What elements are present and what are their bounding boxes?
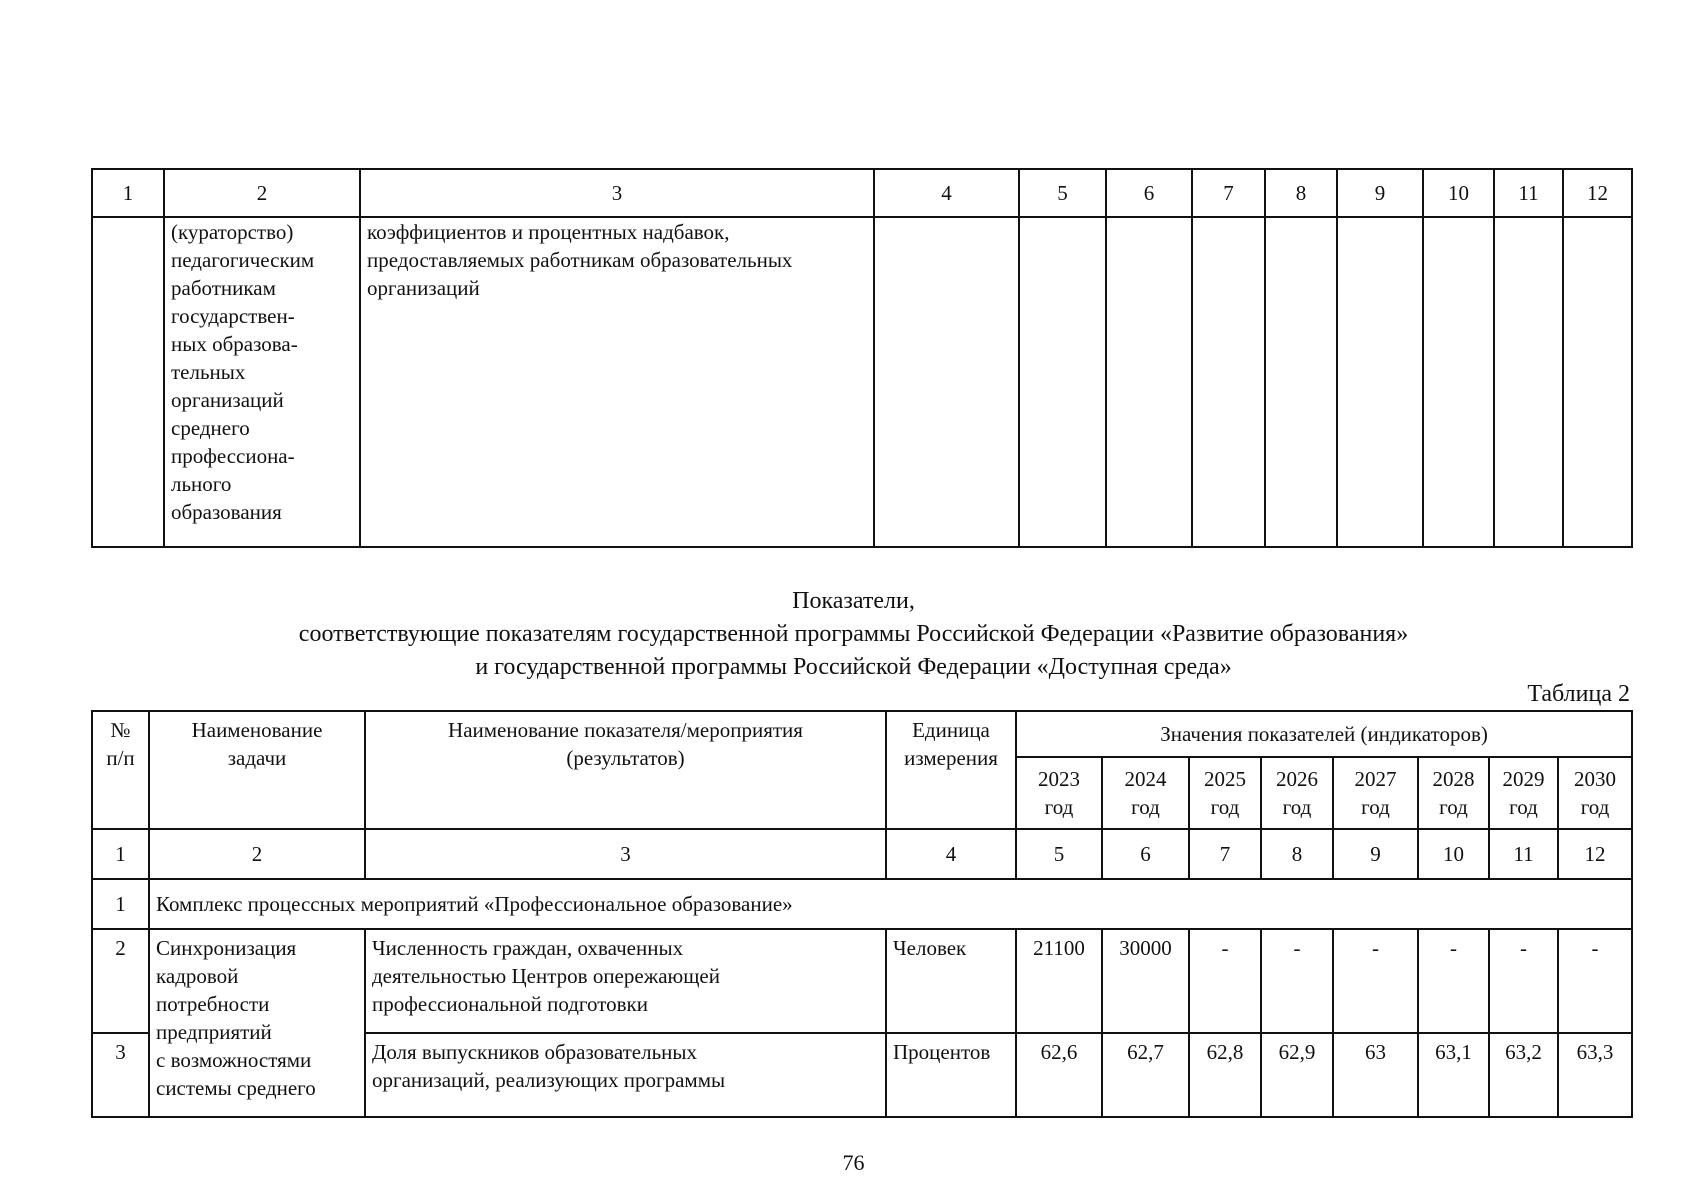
empty-cell <box>874 217 1019 547</box>
value-cell: 62,9 <box>1261 1033 1333 1117</box>
empty-cell <box>1423 217 1494 547</box>
task-cell: (кураторство) педагогическим работникам государствен- ных образова- тельных организаций среднего профессиона- льного образования <box>164 217 360 547</box>
row-num: 3 <box>92 1033 149 1117</box>
indicator-cell: Численность граждан, охваченных деятельностью Центров опережающей профессиональной подготовки <box>365 929 886 1033</box>
col-number: 1 <box>92 169 164 217</box>
unit-cell: Человек <box>886 929 1016 1033</box>
section-heading-line1: Показатели, <box>792 588 915 614</box>
value-cell: 21100 <box>1016 929 1102 1033</box>
value-cell: 63 <box>1333 1033 1418 1117</box>
task-cell: Синхронизация кадровой потребности предприятий с возможностями системы среднего <box>149 929 365 1117</box>
col-number: 5 <box>1016 829 1102 879</box>
value-cell: - <box>1189 929 1261 1033</box>
col-number: 7 <box>1189 829 1261 879</box>
year-header: 2027 год <box>1333 757 1418 829</box>
value-cell: 63,2 <box>1489 1033 1558 1117</box>
col-number: 4 <box>874 169 1019 217</box>
header-values: Значения показателей (индикаторов) <box>1016 711 1632 757</box>
col-number: 5 <box>1019 169 1106 217</box>
col-number: 9 <box>1337 169 1423 217</box>
col-number: 12 <box>1558 829 1632 879</box>
col-number: 6 <box>1102 829 1189 879</box>
col-number: 8 <box>1261 829 1333 879</box>
empty-cell <box>1494 217 1563 547</box>
page-number: 76 <box>842 1150 865 1175</box>
col-number: 3 <box>360 169 874 217</box>
section-row <box>92 879 1632 929</box>
year-header: 2025 год <box>1189 757 1261 829</box>
header-task: Наименование задачи <box>149 711 365 829</box>
year-header: 2029 год <box>1489 757 1558 829</box>
header-indicator: Наименование показателя/мероприятия (результатов) <box>365 711 886 829</box>
section-heading-line2: соответствующие показателям государственной программы Российской Федерации «Развитие образования» <box>298 621 1409 647</box>
col-number: 2 <box>164 169 360 217</box>
empty-cell <box>1337 217 1423 547</box>
col-number: 3 <box>365 829 886 879</box>
year-header: 2024 год <box>1102 757 1189 829</box>
value-cell: - <box>1333 929 1418 1033</box>
section-num: 1 <box>92 879 149 929</box>
empty-cell <box>1106 217 1192 547</box>
section-title: Комплекс процессных мероприятий «Профессиональное образование» <box>149 879 1632 929</box>
unit-cell: Процентов <box>886 1033 1016 1117</box>
column-number-row <box>92 829 1632 879</box>
header-num: № п/п <box>92 711 149 829</box>
header-unit: Единица измерения <box>886 711 1016 829</box>
col-number: 8 <box>1265 169 1337 217</box>
year-header: 2030 год <box>1558 757 1632 829</box>
year-header: 2028 год <box>1418 757 1489 829</box>
continuation-table <box>91 168 1633 548</box>
year-header: 2026 год <box>1261 757 1333 829</box>
value-cell: 63,3 <box>1558 1033 1632 1117</box>
section-heading-line3: и государственной программы Российской Федерации «Доступная среда» <box>475 654 1232 680</box>
col-number: 10 <box>1423 169 1494 217</box>
col-number: 7 <box>1192 169 1265 217</box>
empty-cell <box>1563 217 1632 547</box>
table-label: Таблица 2 <box>1527 681 1630 707</box>
col-number: 12 <box>1563 169 1632 217</box>
col-number: 4 <box>886 829 1016 879</box>
col-number: 2 <box>149 829 365 879</box>
row-num: 2 <box>92 929 149 1033</box>
empty-cell <box>1192 217 1265 547</box>
indicator-cell: Доля выпускников образовательных организаций, реализующих программы <box>365 1033 886 1117</box>
value-cell: - <box>1489 929 1558 1033</box>
year-header: 2023 год <box>1016 757 1102 829</box>
value-cell: 62,8 <box>1189 1033 1261 1117</box>
value-cell: 62,7 <box>1102 1033 1189 1117</box>
table-row <box>92 929 1632 1033</box>
col-number: 11 <box>1494 169 1563 217</box>
value-cell: - <box>1261 929 1333 1033</box>
col-number: 10 <box>1418 829 1489 879</box>
col-number: 11 <box>1489 829 1558 879</box>
value-cell: 63,1 <box>1418 1033 1489 1117</box>
empty-cell <box>1019 217 1106 547</box>
header-row <box>92 711 1632 757</box>
col-number: 9 <box>1333 829 1418 879</box>
column-number-row <box>92 169 1632 217</box>
table-row <box>92 217 1632 547</box>
col-number: 6 <box>1106 169 1192 217</box>
indicators-table <box>91 710 1633 1118</box>
value-cell: - <box>1418 929 1489 1033</box>
col-number: 1 <box>92 829 149 879</box>
empty-cell <box>92 217 164 547</box>
empty-cell <box>1265 217 1337 547</box>
value-cell: - <box>1558 929 1632 1033</box>
value-cell: 30000 <box>1102 929 1189 1033</box>
indicator-cell: коэффициентов и процентных надбавок, предоставляемых работникам образовательных организаций <box>360 217 874 547</box>
value-cell: 62,6 <box>1016 1033 1102 1117</box>
